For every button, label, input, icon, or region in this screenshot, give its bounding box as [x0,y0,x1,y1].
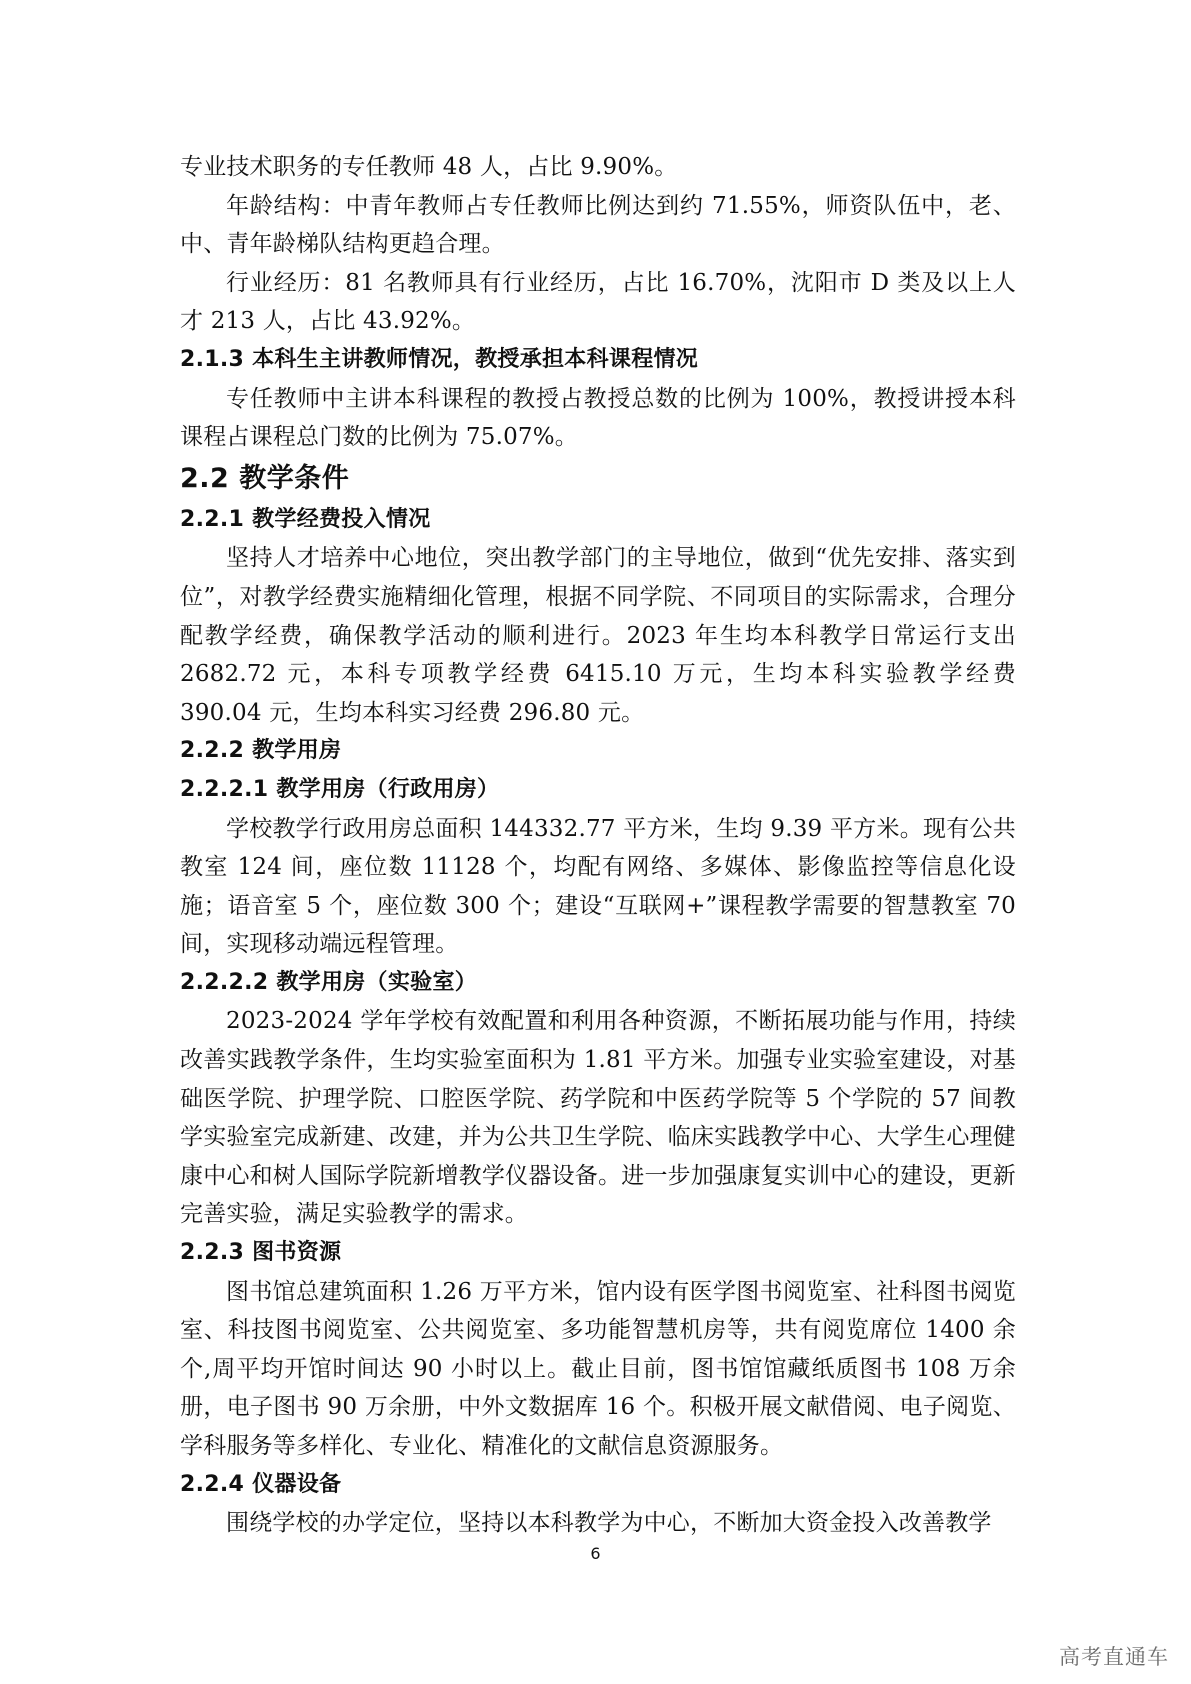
section-heading: 2.2 教学条件 [180,462,350,494]
paragraph: 坚持人才培养中心地位，突出教学部门的主导地位，做到“优先安排、落实到位”，对教学经费实施精细化管理，根据不同学院、不同项目的实际需求，合理分配教学经费，确保教学活动的顺利进行。2023 年生均本科教学日常运行支出 2682.72 元，本科专项教学经费 6415.10 万元，生均本科实验教学经费 390.04 元，生均本科实习经费 296.80 元。 [180,545,1016,726]
subsection-heading: 2.2.4 仪器设备 [180,1471,342,1497]
subsection-heading: 2.2.3 图书资源 [180,1240,342,1266]
paragraph: 年龄结构：中青年教师占专任教师比例达到约 71.55%，师资队伍中，老、中、青年龄梯队结构更趋合理。 [180,192,1016,258]
subsection-heading: 2.2.1 教学经费投入情况 [180,506,431,532]
subsection-heading: 2.2.2.2 教学用房（实验室） [180,969,478,995]
paragraph: 2023-2024 学年学校有效配置和利用各种资源，不断拓展功能与作用，持续改善实践教学条件，生均实验室面积为 1.81 平方米。加强专业实验室建设，对基础医学院、护理学院、口腔医学院、药学院和中医药学院等 5 个学院的 57 间教学实验室完成新建、改建，并为公共卫生学院、临床实践教学中心、大学生心理健康中心和树人国际学院新增教学仪器设备。进一步加强康复实训中心的建设，更新完善实验，满足实验教学的需求。 [180,1008,1016,1228]
paragraph: 图书馆总建筑面积 1.26 万平方米，馆内设有医学图书阅览室、社科图书阅览室、科技图书阅览室、公共阅览室、多功能智慧机房等，共有阅览席位 1400 余个,周平均开馆时间达 90 小时以上。截止目前，图书馆馆藏纸质图书 108 万余册，电子图书 90 万余册，中外文数据库 16 个。积极开展文献借阅、电子阅览、学科服务等多样化、专业化、精准化的文献信息资源服务。 [180,1278,1016,1459]
subsection-heading: 2.2.2.1 教学用房（行政用房） [180,776,500,802]
paragraph: 专任教师中主讲本科课程的教授占教授总数的比例为 100%，教授讲授本科课程占课程总门数的比例为 75.07%。 [180,385,1016,451]
subsection-heading: 2.2.2 教学用房 [180,738,342,764]
watermark-text: 高考直通车 [1059,1645,1169,1669]
subsection-heading: 2.1.3 本科生主讲教师情况，教授承担本科课程情况 [180,346,699,372]
paragraph: 专业技术职务的专任教师 48 人，占比 9.90%。 [180,154,678,180]
paragraph: 学校教学行政用房总面积 144332.77 平方米，生均 9.39 平方米。现有公共教室 124 间，座位数 11128 个，均配有网络、多媒体、影像监控等信息化设施；语音室 5 个，座位数 300 个；建设“互联网+”课程教学需要的智慧教室 70 间，实现移动端远程管理。 [180,815,1016,958]
page-number: 6 [590,1544,601,1563]
document-body [180,148,1016,1543]
paragraph: 围绕学校的办学定位，坚持以本科教学为中心，不断加大资金投入改善教学 [226,1510,992,1537]
paragraph: 行业经历：81 名教师具有行业经历，占比 16.70%，沈阳市 D 类及以上人才 213 人，占比 43.92%。 [180,269,1016,335]
